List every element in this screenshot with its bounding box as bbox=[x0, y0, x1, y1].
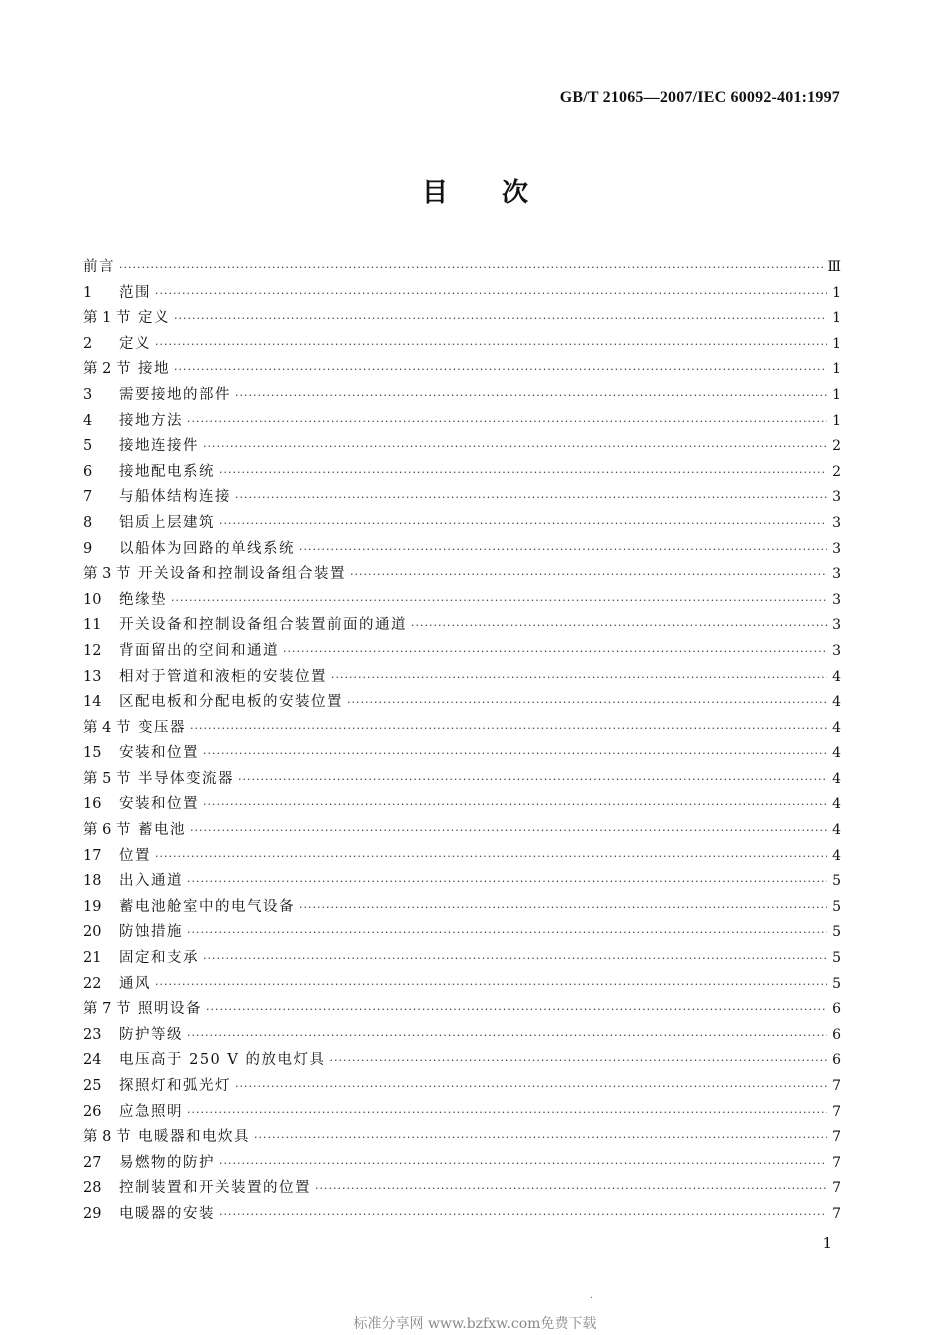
toc-entry[interactable] bbox=[83, 1125, 841, 1151]
toc-entry-page: 3 bbox=[832, 540, 841, 557]
toc-entry-number: 第 5 节 bbox=[83, 770, 131, 787]
toc-entry-page: 7 bbox=[832, 1154, 841, 1171]
toc-entry-number: 17 bbox=[83, 847, 102, 864]
toc-entry-title: 照明设备 bbox=[138, 1001, 202, 1018]
toc-entry-title: 防蚀措施 bbox=[119, 924, 183, 941]
toc-entry-title: 控制装置和开关装置的位置 bbox=[119, 1180, 311, 1197]
toc-entry-title: 安装和位置 bbox=[119, 796, 199, 813]
toc-entry-title: 范围 bbox=[119, 284, 151, 301]
toc-entry-page: 5 bbox=[832, 898, 841, 915]
toc-dot-leader bbox=[299, 901, 827, 914]
toc-entry-page: 5 bbox=[832, 950, 841, 967]
toc-dot-leader bbox=[155, 287, 827, 300]
toc-entry[interactable] bbox=[83, 434, 841, 460]
toc-dot-leader bbox=[187, 926, 827, 939]
standard-code: GB/T 21065—2007/IEC 60092-401:1997 bbox=[559, 89, 840, 106]
toc-entry-number: 7 bbox=[83, 489, 93, 506]
toc-entry-number: 第 3 节 bbox=[83, 566, 131, 583]
toc-entry-number: 22 bbox=[83, 975, 102, 992]
toc-entry-page: Ⅲ bbox=[827, 259, 841, 275]
toc-entry[interactable] bbox=[83, 460, 841, 486]
toc-entry-title: 蓄电池 bbox=[138, 822, 186, 839]
toc-entry-title: 与船体结构连接 bbox=[119, 489, 231, 506]
toc-entry-number: 10 bbox=[83, 591, 102, 608]
toc-entry-number: 3 bbox=[83, 386, 93, 403]
toc-entry[interactable] bbox=[83, 690, 841, 716]
toc-entry-page: 1 bbox=[832, 335, 841, 352]
toc-entry-number: 第 1 节 bbox=[83, 310, 131, 327]
toc-entry-number: 8 bbox=[83, 514, 93, 531]
toc-entry-title: 开关设备和控制设备组合装置 bbox=[138, 566, 346, 583]
toc-entry-page: 4 bbox=[832, 745, 841, 762]
toc-entry[interactable] bbox=[83, 1202, 841, 1228]
toc-dot-leader bbox=[283, 645, 827, 658]
toc-dot-leader bbox=[187, 1106, 827, 1119]
toc-entry[interactable] bbox=[83, 1023, 841, 1049]
toc-entry-number: 24 bbox=[83, 1052, 102, 1069]
toc-dot-leader bbox=[203, 798, 827, 811]
toc-entry-title: 安装和位置 bbox=[119, 745, 199, 762]
toc-entry[interactable] bbox=[83, 1151, 841, 1177]
toc-entry-title: 半导体变流器 bbox=[138, 770, 234, 787]
toc-entry[interactable] bbox=[83, 895, 841, 921]
toc-entry[interactable] bbox=[83, 920, 841, 946]
toc-entry-title: 探照灯和弧光灯 bbox=[119, 1078, 231, 1094]
toc-entry-title: 以船体为回路的单线系统 bbox=[119, 540, 295, 557]
toc-entry-page: 1 bbox=[832, 310, 841, 327]
toc-dot-leader bbox=[187, 415, 827, 428]
toc-entry-page: 4 bbox=[832, 847, 841, 864]
toc-entry-title: 易燃物的防护 bbox=[119, 1154, 215, 1171]
toc-entry-number: 21 bbox=[83, 950, 102, 967]
toc-entry[interactable] bbox=[83, 306, 841, 332]
toc-entry-title: 固定和支承 bbox=[119, 950, 199, 967]
toc-entry-page: 1 bbox=[832, 284, 841, 301]
toc-entry-number: 1 bbox=[83, 284, 93, 301]
toc-entry-number: 19 bbox=[83, 898, 102, 915]
toc-entry[interactable] bbox=[83, 613, 841, 639]
toc-dot-leader bbox=[411, 619, 827, 632]
toc-entry-page: 4 bbox=[832, 796, 841, 813]
toc-entry-title: 变压器 bbox=[138, 719, 186, 736]
toc-entry-number: 11 bbox=[83, 617, 102, 634]
table-of-contents bbox=[83, 255, 841, 1228]
toc-entry[interactable] bbox=[83, 1048, 841, 1074]
toc-dot-leader bbox=[190, 722, 827, 735]
toc-entry[interactable] bbox=[83, 997, 841, 1023]
toc-dot-leader bbox=[155, 850, 827, 863]
toc-entry-number: 28 bbox=[83, 1180, 102, 1197]
toc-entry[interactable] bbox=[83, 511, 841, 537]
toc-dot-leader bbox=[235, 389, 827, 402]
toc-entry-title: 应急照明 bbox=[119, 1103, 183, 1120]
toc-dot-leader bbox=[235, 491, 827, 504]
toc-entry-page: 5 bbox=[832, 924, 841, 941]
toc-entry[interactable] bbox=[83, 1074, 841, 1100]
toc-dot-leader bbox=[254, 1131, 827, 1144]
toc-entry-page: 6 bbox=[832, 1052, 841, 1069]
toc-entry-number: 25 bbox=[83, 1078, 102, 1094]
toc-entry-page: 3 bbox=[832, 642, 841, 659]
toc-entry-page: 7 bbox=[832, 1205, 841, 1222]
page-title bbox=[0, 172, 950, 209]
toc-entry[interactable] bbox=[83, 409, 841, 435]
toc-entry-title: 背面留出的空间和通道 bbox=[119, 642, 279, 659]
toc-dot-leader bbox=[219, 1157, 827, 1170]
toc-entry-page: 7 bbox=[832, 1078, 841, 1094]
toc-entry-page: 3 bbox=[832, 617, 841, 634]
toc-dot-leader bbox=[203, 952, 827, 965]
toc-entry-page: 5 bbox=[832, 975, 841, 992]
toc-dot-leader bbox=[174, 312, 827, 325]
toc-entry-title: 接地 bbox=[138, 361, 170, 378]
toc-entry-page: 4 bbox=[832, 822, 841, 839]
toc-entry-title: 通风 bbox=[119, 975, 151, 992]
toc-entry-number: 第 4 节 bbox=[83, 719, 131, 736]
toc-entry-page: 3 bbox=[832, 514, 841, 531]
toc-entry[interactable] bbox=[83, 792, 841, 818]
toc-entry-title: 相对于管道和液柜的安装位置 bbox=[119, 668, 327, 685]
toc-dot-leader bbox=[347, 696, 827, 709]
toc-entry-number: 5 bbox=[83, 438, 93, 455]
toc-entry-title: 需要接地的部件 bbox=[119, 386, 231, 403]
toc-entry-page: 2 bbox=[832, 438, 841, 455]
toc-entry-page: 6 bbox=[832, 1026, 841, 1043]
toc-dot-leader bbox=[350, 568, 827, 581]
toc-dot-leader bbox=[203, 440, 827, 453]
toc-entry-number: 26 bbox=[83, 1103, 102, 1120]
toc-entry-page: 3 bbox=[832, 591, 841, 608]
toc-dot-leader bbox=[329, 1054, 827, 1067]
toc-entry[interactable] bbox=[83, 485, 841, 511]
toc-entry-title: 接地方法 bbox=[119, 412, 183, 429]
toc-entry[interactable] bbox=[83, 281, 841, 307]
toc-entry-title: 定义 bbox=[138, 310, 170, 327]
toc-entry[interactable] bbox=[83, 1176, 841, 1202]
toc-entry[interactable] bbox=[83, 332, 841, 358]
toc-entry-title: 位置 bbox=[119, 847, 151, 864]
toc-entry-number: 第 8 节 bbox=[83, 1129, 131, 1146]
toc-dot-leader bbox=[219, 466, 827, 479]
toc-entry-number: 9 bbox=[83, 540, 93, 557]
toc-entry-page: 1 bbox=[832, 386, 841, 403]
toc-entry[interactable] bbox=[83, 1100, 841, 1126]
toc-entry[interactable] bbox=[83, 665, 841, 691]
toc-entry-title: 绝缘垫 bbox=[119, 591, 167, 608]
toc-entry-title: 出入通道 bbox=[119, 873, 183, 890]
toc-dot-leader bbox=[315, 1182, 827, 1195]
toc-dot-leader bbox=[203, 747, 827, 760]
toc-entry-title: 接地配电系统 bbox=[119, 463, 215, 480]
toc-entry-number: 6 bbox=[83, 463, 93, 480]
toc-entry-number: 15 bbox=[83, 745, 102, 762]
toc-dot-leader bbox=[119, 261, 823, 274]
toc-entry-number: 第 7 节 bbox=[83, 1001, 131, 1018]
toc-dot-leader bbox=[174, 363, 827, 376]
toc-entry-title: 开关设备和控制设备组合装置前面的通道 bbox=[119, 617, 407, 634]
toc-entry-title: 电暖器和电炊具 bbox=[138, 1129, 250, 1146]
toc-entry-page: 4 bbox=[832, 770, 841, 787]
toc-entry[interactable] bbox=[83, 562, 841, 588]
toc-entry-page: 5 bbox=[832, 873, 841, 890]
toc-dot-leader bbox=[187, 1029, 827, 1042]
toc-entry-number: 第 2 节 bbox=[83, 361, 131, 378]
toc-entry[interactable] bbox=[83, 972, 841, 998]
toc-entry[interactable] bbox=[83, 818, 841, 844]
toc-entry-title: 电暖器的安装 bbox=[119, 1205, 215, 1222]
toc-entry-title: 铝质上层建筑 bbox=[119, 514, 215, 531]
title-char-1: 目 bbox=[421, 178, 448, 208]
toc-entry-page: 7 bbox=[832, 1103, 841, 1120]
footer-dot: · bbox=[590, 1293, 594, 1304]
toc-entry-title: 防护等级 bbox=[119, 1026, 183, 1043]
toc-entry-number: 2 bbox=[83, 335, 93, 352]
toc-entry-page: 1 bbox=[832, 412, 841, 429]
toc-dot-leader bbox=[331, 671, 827, 684]
toc-entry-number: 29 bbox=[83, 1205, 102, 1222]
toc-entry-number: 18 bbox=[83, 873, 102, 890]
toc-dot-leader bbox=[299, 543, 827, 556]
toc-entry-number: 4 bbox=[83, 412, 93, 429]
toc-entry-page: 7 bbox=[832, 1180, 841, 1197]
toc-dot-leader bbox=[190, 824, 827, 837]
toc-entry[interactable] bbox=[83, 946, 841, 972]
toc-dot-leader bbox=[171, 594, 827, 607]
toc-entry-title: 电压高于 250 V 的放电灯具 bbox=[119, 1052, 326, 1069]
toc-entry-number: 23 bbox=[83, 1026, 102, 1043]
toc-entry[interactable] bbox=[83, 844, 841, 870]
toc-entry-page: 7 bbox=[832, 1129, 841, 1146]
toc-entry[interactable] bbox=[83, 383, 841, 409]
toc-entry-number: 20 bbox=[83, 924, 102, 941]
toc-entry-page: 4 bbox=[832, 694, 841, 711]
toc-entry-page: 4 bbox=[832, 668, 841, 685]
toc-dot-leader bbox=[155, 978, 827, 991]
toc-entry[interactable] bbox=[83, 767, 841, 793]
toc-entry[interactable] bbox=[83, 357, 841, 383]
toc-entry-number: 16 bbox=[83, 796, 102, 813]
toc-entry[interactable] bbox=[83, 588, 841, 614]
toc-entry[interactable] bbox=[83, 716, 841, 742]
toc-entry-page: 3 bbox=[832, 489, 841, 506]
toc-dot-leader bbox=[187, 875, 827, 888]
toc-entry[interactable] bbox=[83, 537, 841, 563]
toc-entry-title: 接地连接件 bbox=[119, 438, 199, 455]
toc-entry-number: 27 bbox=[83, 1154, 102, 1171]
toc-entry[interactable] bbox=[83, 255, 841, 281]
watermark: 标准分享网 www.bzfxw.com免费下载 bbox=[353, 1316, 597, 1332]
toc-dot-leader bbox=[238, 773, 827, 786]
toc-entry[interactable] bbox=[83, 639, 841, 665]
toc-entry-page: 2 bbox=[832, 463, 841, 480]
toc-entry-page: 3 bbox=[832, 566, 841, 583]
toc-dot-leader bbox=[155, 338, 827, 351]
toc-entry-page: 4 bbox=[832, 719, 841, 736]
toc-entry-number: 13 bbox=[83, 668, 102, 685]
page-number: 1 bbox=[822, 1234, 832, 1252]
toc-entry[interactable] bbox=[83, 741, 841, 767]
toc-entry-page: 6 bbox=[832, 1001, 841, 1018]
toc-entry-title: 前言 bbox=[83, 259, 115, 275]
toc-entry-title: 定义 bbox=[119, 335, 151, 352]
toc-entry-number: 14 bbox=[83, 694, 102, 711]
toc-entry[interactable] bbox=[83, 869, 841, 895]
toc-entry-number: 第 6 节 bbox=[83, 822, 131, 839]
toc-dot-leader bbox=[235, 1080, 827, 1093]
toc-dot-leader bbox=[206, 1003, 827, 1016]
toc-entry-title: 蓄电池舱室中的电气设备 bbox=[119, 898, 295, 915]
toc-dot-leader bbox=[219, 1208, 827, 1221]
toc-entry-page: 1 bbox=[832, 361, 841, 378]
title-char-2: 次 bbox=[502, 178, 529, 208]
toc-entry-number: 12 bbox=[83, 642, 102, 659]
toc-entry-title: 区配电板和分配电板的安装位置 bbox=[119, 694, 343, 711]
toc-dot-leader bbox=[219, 517, 827, 530]
